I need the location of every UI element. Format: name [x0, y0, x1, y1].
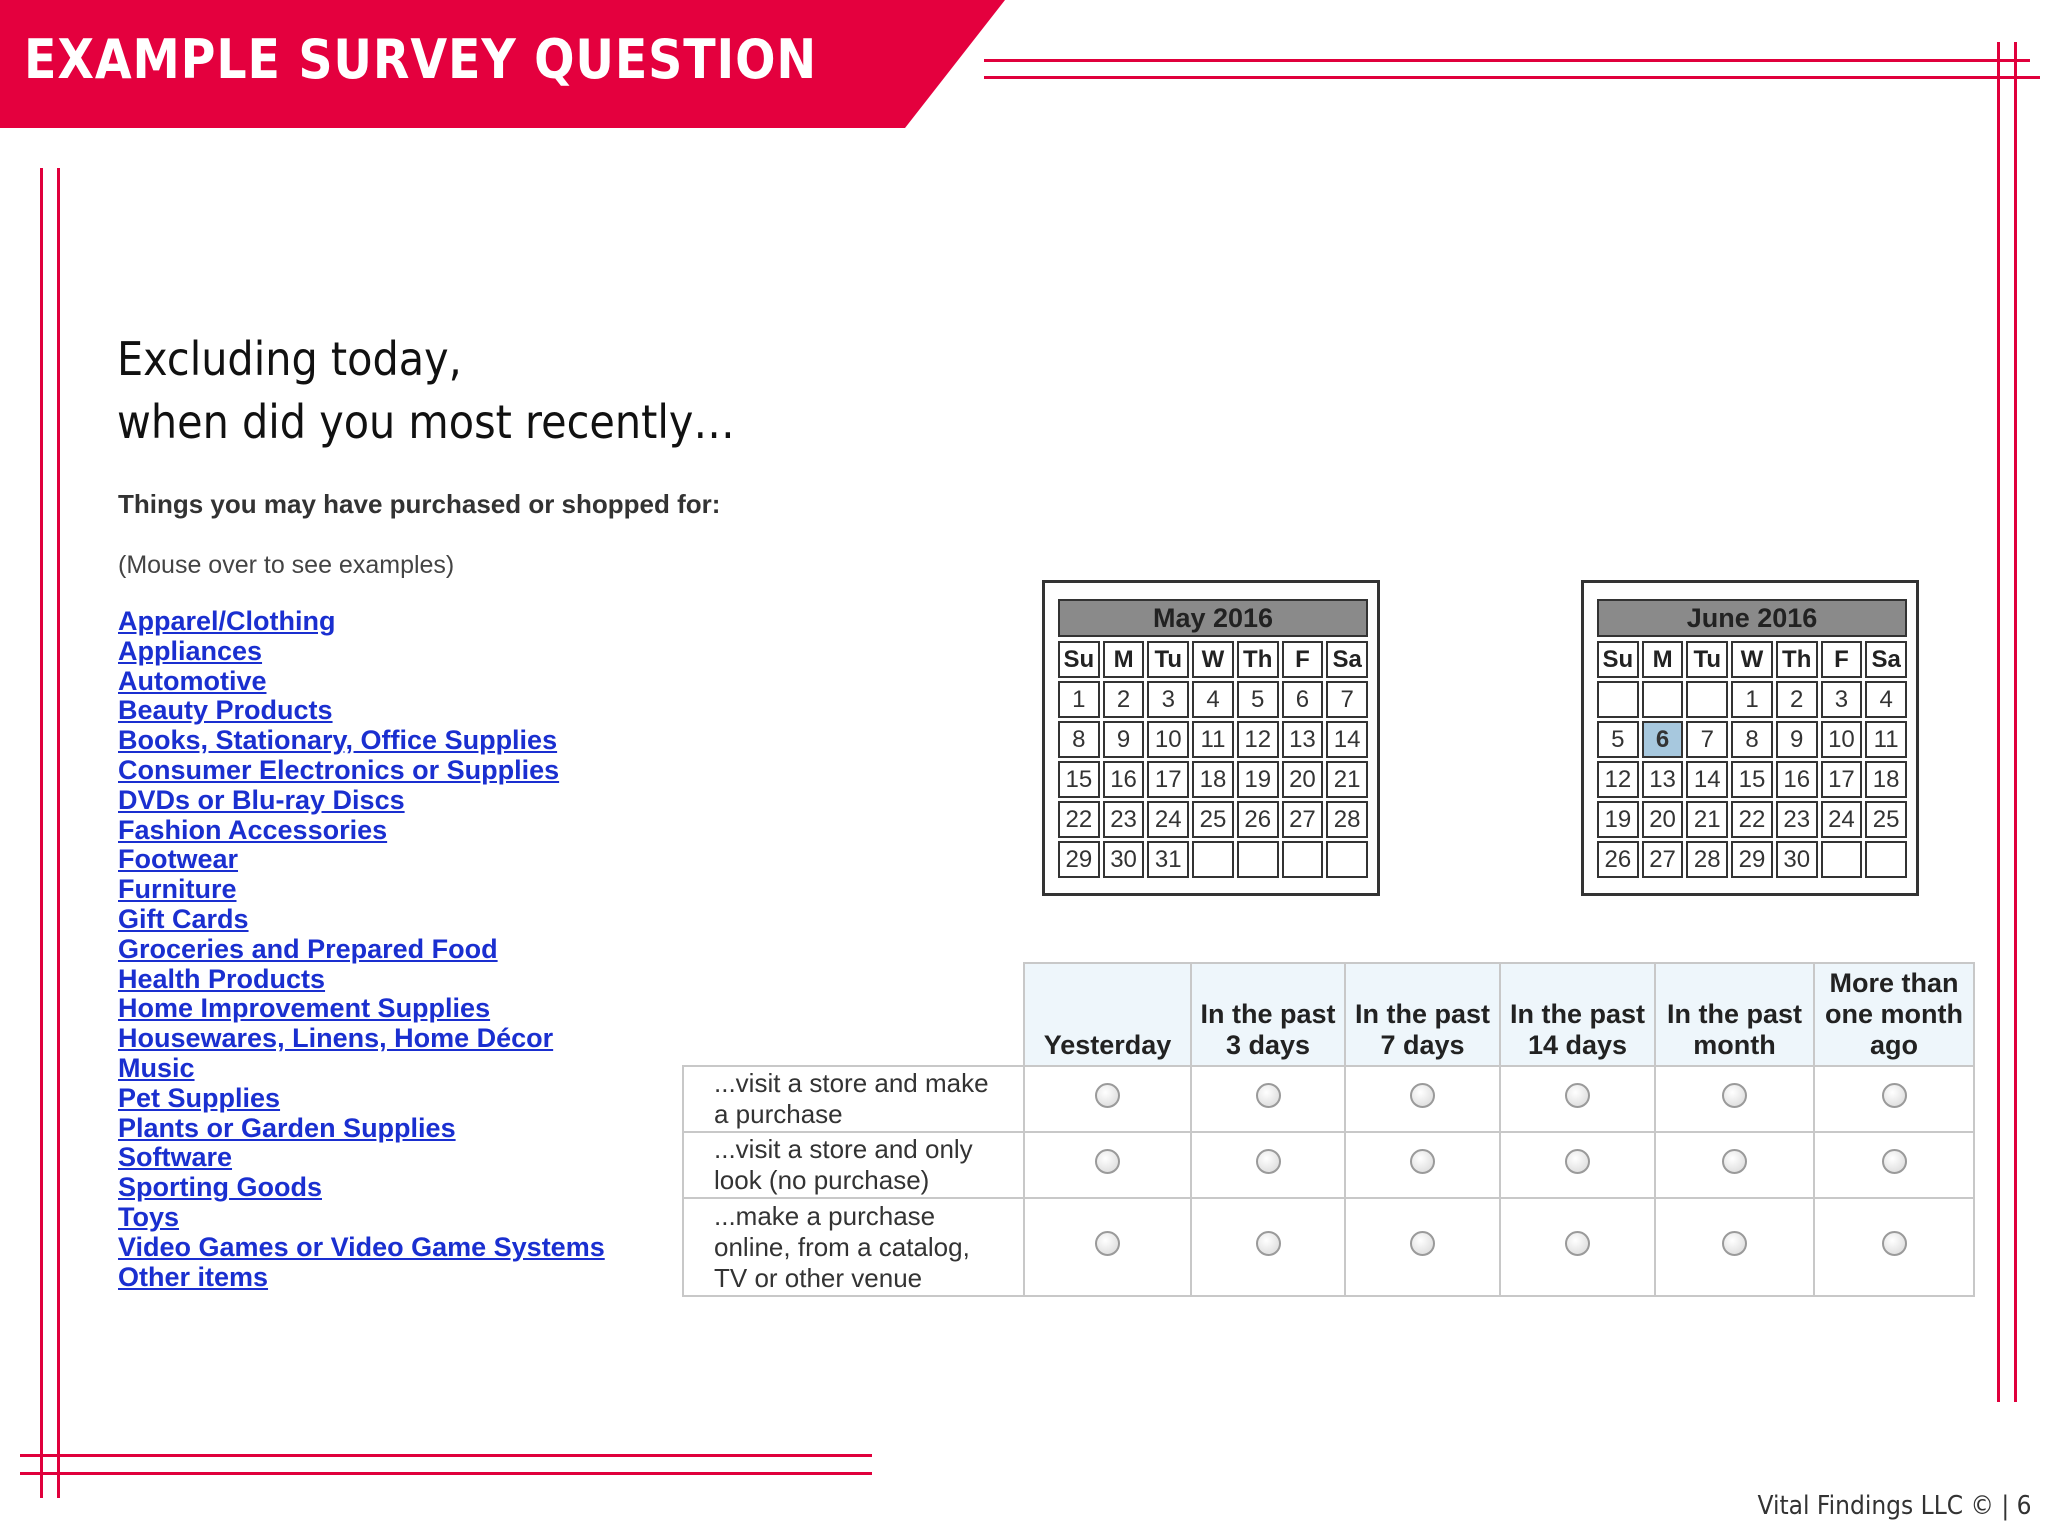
question-text — [117, 328, 735, 454]
column-header-line: More than — [1829, 968, 1959, 998]
grid-radio-cell — [1024, 1066, 1191, 1132]
column-header-line: month — [1693, 1030, 1776, 1060]
category-link[interactable]: Video Games or Video Game Systems — [118, 1231, 605, 1262]
calendar-day[interactable]: 20 — [1282, 761, 1324, 798]
list-item — [118, 1263, 605, 1293]
footer-credit: Vital Findings LLC © | 6 — [1757, 1491, 2032, 1521]
weekday-header: W — [1731, 641, 1773, 678]
question-line-2: when did you most recently… — [117, 395, 735, 449]
list-item — [118, 756, 605, 786]
list-item — [118, 816, 605, 846]
frequency-grid — [682, 962, 1975, 1297]
weekday-header: F — [1282, 641, 1324, 678]
grid-radio-cell — [1814, 1198, 1974, 1296]
calendar-day[interactable]: 16 — [1103, 761, 1145, 798]
category-link[interactable]: Furniture — [118, 874, 237, 905]
category-heading: Things you may have purchased or shopped for: — [118, 489, 721, 519]
category-link[interactable]: Housewares, Linens, Home Décor — [118, 1023, 554, 1054]
row-label-line: a purchase — [714, 1099, 843, 1129]
row-label-line: ...visit a store and only — [714, 1134, 973, 1164]
calendar-day[interactable]: 12 — [1237, 721, 1279, 758]
grid-row-label — [683, 1198, 1024, 1296]
category-link[interactable]: Books, Stationary, Office Supplies — [118, 725, 558, 756]
grid-row-label — [683, 1132, 1024, 1198]
radio-button[interactable] — [1256, 1083, 1281, 1108]
calendar-empty-cell — [1821, 841, 1863, 878]
category-link[interactable]: Sporting Goods — [118, 1172, 322, 1203]
calendar-empty-cell — [1686, 681, 1728, 718]
grid-radio-cell — [1814, 1066, 1974, 1132]
row-label-line: look (no purchase) — [714, 1165, 930, 1195]
list-item — [118, 696, 605, 726]
category-link[interactable]: Software — [118, 1142, 233, 1173]
calendar-day[interactable]: 15 — [1058, 761, 1100, 798]
grid-radio-cell — [1655, 1198, 1814, 1296]
column-header-line: In the past — [1509, 999, 1645, 1029]
column-header-line: 3 days — [1225, 1030, 1311, 1060]
row-label-line: TV or other venue — [714, 1262, 923, 1293]
calendar-day[interactable]: 4 — [1192, 681, 1234, 718]
calendar-empty-cell — [1597, 681, 1639, 718]
calendar-empty-cell — [1326, 841, 1368, 878]
grid-column-header — [1024, 963, 1191, 1066]
grid-radio-cell — [1655, 1066, 1814, 1132]
radio-button[interactable] — [1882, 1083, 1907, 1108]
grid-radio-cell — [1191, 1198, 1345, 1296]
calendar-empty-cell — [1865, 841, 1907, 878]
calendar-day[interactable]: 23 — [1776, 801, 1818, 838]
grid-column-header — [1345, 963, 1500, 1066]
list-item — [118, 845, 605, 875]
calendar-day[interactable]: 24 — [1821, 801, 1863, 838]
table-row — [683, 1066, 1974, 1132]
column-header-line: 14 days — [1527, 1030, 1628, 1060]
calendar-day[interactable]: 1 — [1731, 681, 1773, 718]
radio-button[interactable] — [1256, 1231, 1281, 1256]
category-link[interactable]: Beauty Products — [118, 695, 333, 726]
calendar-title: June 2016 — [1597, 599, 1907, 637]
weekday-header: Su — [1058, 641, 1100, 678]
calendar-empty-cell — [1192, 841, 1234, 878]
column-header-line: In the past — [1666, 999, 1802, 1029]
calendar-day[interactable]: 30 — [1776, 841, 1818, 878]
grid-radio-cell — [1345, 1198, 1500, 1296]
calendar-day[interactable]: 10 — [1821, 721, 1863, 758]
weekday-header: F — [1821, 641, 1863, 678]
calendar-day[interactable]: 3 — [1821, 681, 1863, 718]
calendar-day[interactable]: 25 — [1192, 801, 1234, 838]
calendar-day[interactable]: 21 — [1326, 761, 1368, 798]
radio-button[interactable] — [1256, 1149, 1281, 1174]
grid-header-row — [683, 963, 1974, 1066]
radio-button[interactable] — [1565, 1149, 1590, 1174]
calendar-day[interactable]: 1 — [1058, 681, 1100, 718]
calendar-day[interactable]: 7 — [1686, 721, 1728, 758]
grid-column-header — [1655, 963, 1814, 1066]
weekday-header: Sa — [1865, 641, 1907, 678]
calendar-grid — [1058, 641, 1368, 878]
calendar-day[interactable]: 13 — [1642, 761, 1684, 798]
frame-line-left-1 — [40, 168, 43, 1498]
calendar-day[interactable]: 11 — [1192, 721, 1234, 758]
grid-column-header — [1191, 963, 1345, 1066]
frame-line-right-2 — [2014, 42, 2017, 1402]
category-link[interactable]: Toys — [118, 1201, 180, 1232]
grid-radio-cell — [1345, 1066, 1500, 1132]
list-item — [118, 965, 605, 995]
category-link[interactable]: Fashion Accessories — [118, 814, 388, 845]
category-link[interactable]: Music — [118, 1052, 195, 1083]
list-item — [118, 1143, 605, 1173]
category-link[interactable]: Home Improvement Supplies — [118, 993, 491, 1024]
list-item — [118, 1233, 605, 1263]
radio-button[interactable] — [1095, 1231, 1120, 1256]
radio-button[interactable] — [1722, 1231, 1747, 1256]
calendar-day[interactable]: 26 — [1237, 801, 1279, 838]
column-header-line: Yesterday — [1043, 1030, 1172, 1060]
grid-radio-cell — [1191, 1132, 1345, 1198]
calendar-day[interactable]: 19 — [1237, 761, 1279, 798]
calendar-day[interactable]: 31 — [1147, 841, 1189, 878]
radio-button[interactable] — [1410, 1083, 1435, 1108]
grid-radio-cell — [1024, 1198, 1191, 1296]
radio-button[interactable] — [1722, 1083, 1747, 1108]
category-link[interactable]: Consumer Electronics or Supplies — [118, 754, 560, 785]
page-title: EXAMPLE SURVEY QUESTION — [24, 28, 818, 91]
calendar-grid — [1597, 641, 1907, 878]
weekday-header: Tu — [1147, 641, 1189, 678]
list-item — [118, 1114, 605, 1144]
column-header-line: one month — [1825, 999, 1963, 1029]
calendar-day[interactable]: 26 — [1597, 841, 1639, 878]
calendar-day[interactable]: 13 — [1282, 721, 1324, 758]
list-item — [118, 905, 605, 935]
grid-radio-cell — [1024, 1132, 1191, 1198]
calendar-day[interactable]: 2 — [1776, 681, 1818, 718]
list-item — [118, 1024, 605, 1054]
calendar-june-2016 — [1581, 580, 1919, 896]
calendar-empty-cell — [1237, 841, 1279, 878]
weekday-header: Su — [1597, 641, 1639, 678]
calendar-title: May 2016 — [1058, 599, 1368, 637]
column-header-line: In the past — [1200, 999, 1336, 1029]
list-item — [118, 935, 605, 965]
calendar-day[interactable]: 21 — [1686, 801, 1728, 838]
column-header-line: In the past — [1354, 999, 1490, 1029]
calendar-day[interactable]: 22 — [1731, 801, 1773, 838]
radio-button[interactable] — [1882, 1231, 1907, 1256]
category-link[interactable]: Gift Cards — [118, 903, 249, 934]
calendar-day[interactable]: 3 — [1147, 681, 1189, 718]
row-label-line: ...visit a store and make — [714, 1068, 989, 1098]
calendar-day[interactable]: 30 — [1103, 841, 1145, 878]
category-link[interactable]: Groceries and Prepared Food — [118, 933, 498, 964]
calendar-day[interactable]: 27 — [1642, 841, 1684, 878]
calendar-day[interactable]: 19 — [1597, 801, 1639, 838]
category-list — [118, 607, 605, 1292]
row-label-line: online, from a catalog, — [714, 1231, 970, 1262]
radio-button[interactable] — [1565, 1083, 1590, 1108]
category-link[interactable]: Apparel/Clothing — [118, 606, 336, 636]
frame-line-left-2 — [57, 168, 60, 1498]
grid-radio-cell — [1814, 1132, 1974, 1198]
list-item — [118, 875, 605, 905]
grid-column-header — [1500, 963, 1655, 1066]
calendar-day[interactable]: 28 — [1326, 801, 1368, 838]
calendar-day[interactable]: 11 — [1865, 721, 1907, 758]
calendar-day[interactable]: 25 — [1865, 801, 1907, 838]
calendar-day[interactable]: 14 — [1326, 721, 1368, 758]
question-line-1: Excluding today, — [117, 332, 462, 386]
calendar-day[interactable]: 29 — [1058, 841, 1100, 878]
weekday-header: M — [1642, 641, 1684, 678]
table-row — [683, 1132, 1974, 1198]
grid-radio-cell — [1500, 1198, 1655, 1296]
calendar-day[interactable]: 8 — [1731, 721, 1773, 758]
category-link[interactable]: Health Products — [118, 963, 326, 994]
calendar-day[interactable]: 17 — [1821, 761, 1863, 798]
list-item — [118, 1084, 605, 1114]
category-subheading: (Mouse over to see examples) — [118, 551, 455, 579]
weekday-header: M — [1103, 641, 1145, 678]
weekday-header: Sa — [1326, 641, 1368, 678]
weekday-header: Th — [1237, 641, 1279, 678]
radio-button[interactable] — [1095, 1149, 1120, 1174]
category-link[interactable]: Plants or Garden Supplies — [118, 1112, 456, 1143]
calendar-day-today[interactable]: 6 — [1642, 721, 1684, 758]
calendar-empty-cell — [1282, 841, 1324, 878]
list-item — [118, 726, 605, 756]
calendar-day[interactable]: 7 — [1326, 681, 1368, 718]
weekday-header: Th — [1776, 641, 1818, 678]
grid-column-header — [1814, 963, 1974, 1066]
grid-radio-cell — [1191, 1066, 1345, 1132]
column-header-line: ago — [1869, 1030, 1918, 1060]
list-item — [118, 1173, 605, 1203]
frame-line-right-1 — [1997, 42, 2000, 1402]
calendar-day[interactable]: 5 — [1597, 721, 1639, 758]
category-link[interactable]: Pet Supplies — [118, 1082, 281, 1113]
grid-radio-cell — [1500, 1132, 1655, 1198]
radio-button[interactable] — [1095, 1083, 1120, 1108]
calendar-day[interactable]: 17 — [1147, 761, 1189, 798]
calendar-empty-cell — [1642, 681, 1684, 718]
calendar-day[interactable]: 20 — [1642, 801, 1684, 838]
list-item — [118, 786, 605, 816]
calendar-day[interactable]: 12 — [1597, 761, 1639, 798]
calendar-day[interactable]: 24 — [1147, 801, 1189, 838]
table-row — [683, 1198, 1974, 1296]
radio-button[interactable] — [1882, 1149, 1907, 1174]
list-item — [118, 1054, 605, 1084]
grid-radio-cell — [1500, 1066, 1655, 1132]
category-link[interactable]: Automotive — [118, 665, 267, 696]
calendar-day[interactable]: 8 — [1058, 721, 1100, 758]
grid-radio-cell — [1655, 1132, 1814, 1198]
list-item — [118, 667, 605, 697]
radio-button[interactable] — [1410, 1149, 1435, 1174]
list-item — [118, 607, 605, 637]
calendar-day[interactable]: 18 — [1865, 761, 1907, 798]
category-link[interactable]: Footwear — [118, 844, 239, 875]
radio-button[interactable] — [1722, 1149, 1747, 1174]
row-label-line: ...make a purchase — [714, 1200, 936, 1231]
calendar-day[interactable]: 2 — [1103, 681, 1145, 718]
calendar-day[interactable]: 5 — [1237, 681, 1279, 718]
calendar-day[interactable]: 22 — [1058, 801, 1100, 838]
calendar-day[interactable]: 9 — [1776, 721, 1818, 758]
calendar-day[interactable]: 15 — [1731, 761, 1773, 798]
grid-radio-cell — [1345, 1132, 1500, 1198]
frame-line-bottom-2 — [20, 1472, 872, 1475]
weekday-header: W — [1192, 641, 1234, 678]
calendar-day[interactable]: 10 — [1147, 721, 1189, 758]
calendar-day[interactable]: 23 — [1103, 801, 1145, 838]
category-link[interactable]: DVDs or Blu-ray Discs — [118, 784, 405, 815]
calendar-day[interactable]: 14 — [1686, 761, 1728, 798]
calendar-day[interactable]: 29 — [1731, 841, 1773, 878]
calendar-day[interactable]: 6 — [1282, 681, 1324, 718]
frame-line-top-1 — [984, 59, 2030, 62]
calendar-may-2016 — [1042, 580, 1380, 896]
radio-button[interactable] — [1565, 1231, 1590, 1256]
radio-button[interactable] — [1410, 1231, 1435, 1256]
column-header-line: 7 days — [1380, 1030, 1465, 1060]
grid-row-label — [683, 1066, 1024, 1132]
category-link[interactable]: Appliances — [118, 635, 263, 666]
calendar-day[interactable]: 18 — [1192, 761, 1234, 798]
calendar-day[interactable]: 4 — [1865, 681, 1907, 718]
category-link[interactable]: Other items — [118, 1261, 269, 1292]
grid-corner-cell — [683, 963, 1024, 1066]
frame-line-bottom-1 — [20, 1454, 872, 1457]
calendar-day[interactable]: 28 — [1686, 841, 1728, 878]
weekday-header: Tu — [1686, 641, 1728, 678]
calendar-day[interactable]: 9 — [1103, 721, 1145, 758]
list-item — [118, 994, 605, 1024]
list-item — [118, 1203, 605, 1233]
frame-line-top-2 — [984, 76, 2040, 79]
list-item — [118, 637, 605, 667]
calendar-day[interactable]: 27 — [1282, 801, 1324, 838]
calendar-day[interactable]: 16 — [1776, 761, 1818, 798]
